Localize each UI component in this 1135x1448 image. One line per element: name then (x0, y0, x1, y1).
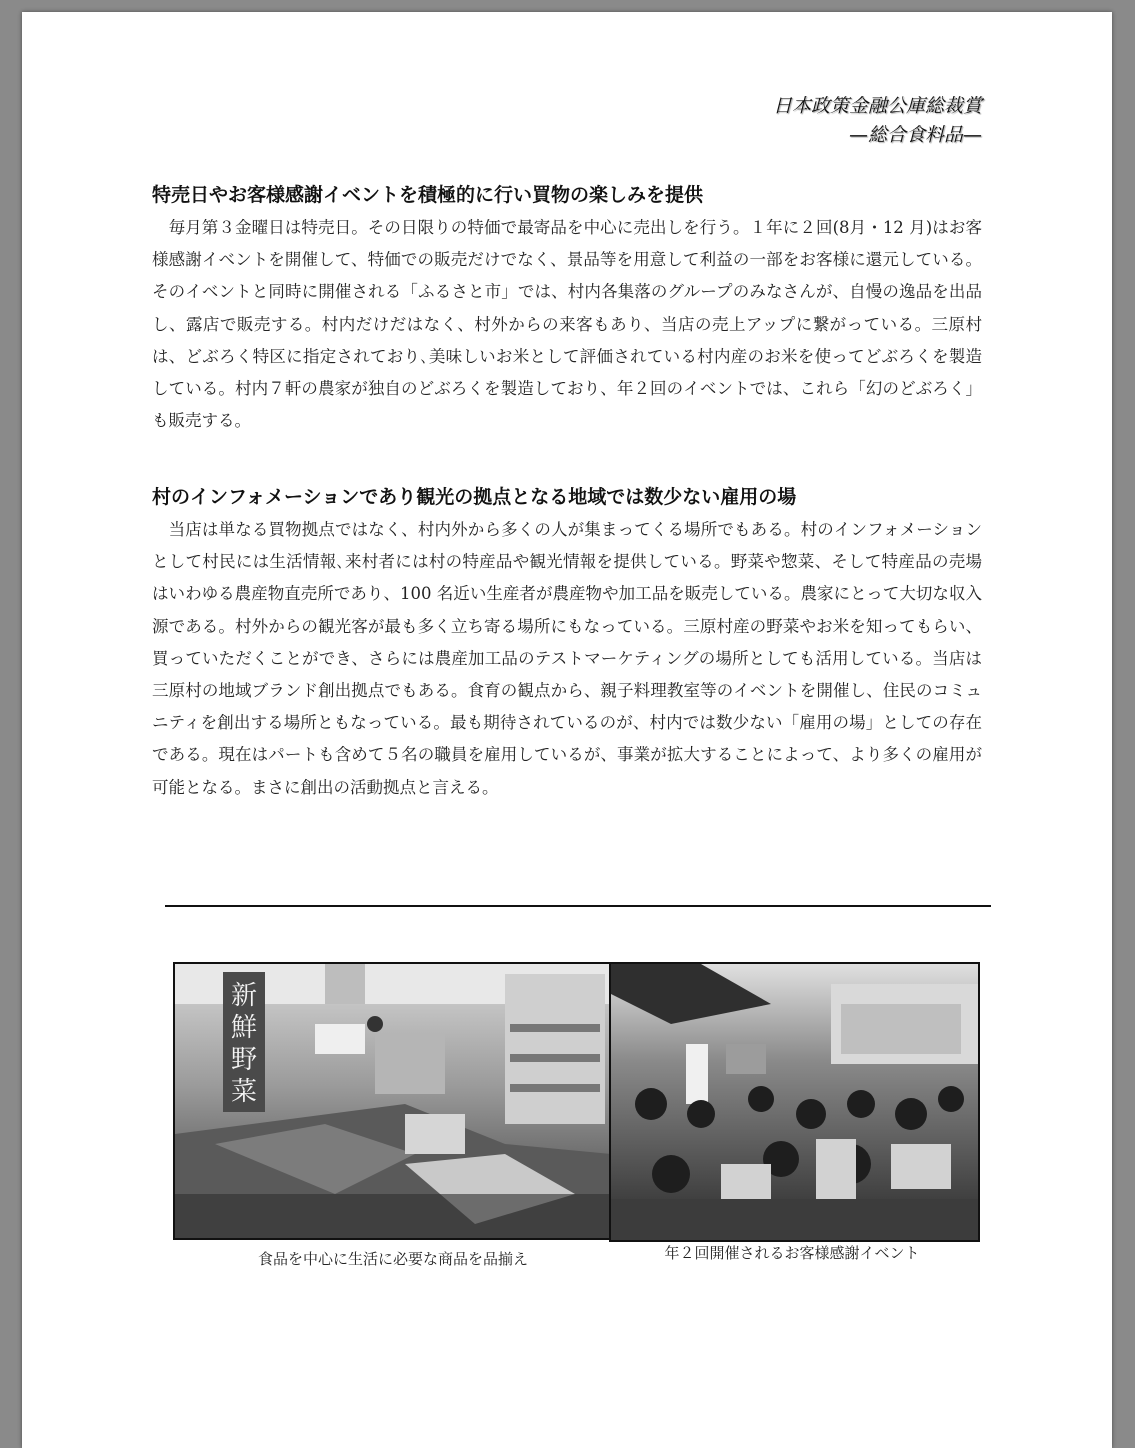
section-heading: 村のインフォメーションであり観光の拠点となる地域では数少ない雇用の場 (152, 486, 797, 508)
banner-char: 菜 (230, 1077, 258, 1107)
section-body: 当店は単なる買物拠点ではなく、村内外から多くの人が集まってくる場所でもある。村のインフォメーションとして村民には生活情報､来村者には村の特産品や観光情報を提供している。野菜や惣菜、そして特産品の売場はいわゆる農産物直売所であり、100 名近い生産者が農産物や加工品を販売している。農家にとって大切な収入源である。村外からの観光客が最も多く立ち寄る場所にもなっている。三原村産の野菜やお米を知ってもらい、買っていただくことができ、さらには農産加工品のテストマーケティングの場所としても活用している。当店は三原村の地域ブランド創出拠点でもある。食育の観点から、親子料理教室等のイベントを開催し、住民のコミュニティを創出する場所ともなっている。最も期待されているのが、村内では数少ない「雇用の場」としての存在である。現在はパートも含めて５名の職員を雇用しているが、事業が拡大することによって、より多くの雇用が可能となる。まさに創出の活動拠点と言える。 (152, 520, 983, 797)
photo-caption-left: 食品を中心に生活に必要な商品を品揃え (257, 1250, 528, 1268)
award-title: 日本政策金融公庫総裁賞 (772, 95, 982, 117)
banner-char: 野 (230, 1045, 258, 1075)
banner-char: 鮮 (230, 1013, 258, 1043)
event-crowd-photo (609, 962, 980, 1242)
award-block (773, 92, 982, 150)
divider-line (165, 905, 991, 907)
banner-char: 新 (230, 981, 258, 1011)
document-page (22, 12, 1112, 1448)
section-sales-events (152, 182, 982, 437)
section-body: 毎月第３金曜日は特売日。その日限りの特価で最寄品を中心に売出しを行う。１年に２回(8月・12 月)はお客様感謝イベントを開催して、特価での販売だけでなく、景品等を用意して利益の一部をお客様に還元している。そのイベントと同時に開催される「ふるさと市」では、村内各集落のグループのみなさんが、自慢の逸品を出品し、露店で販売する。村内だけだはなく、村外からの来客もあり、当店の売上アップに繋がっている。三原村は、どぶろく特区に指定されており､美味しいお米として評価されている村内産のお米を使ってどぶろくを製造している。村内７軒の農家が独自のどぶろくを製造しており、年２回のイベントでは、これら「幻のどぶろく」も販売する。 (152, 218, 982, 431)
store-interior-photo (173, 962, 613, 1240)
section-information-hub (152, 484, 982, 804)
section-heading: 特売日やお客様感謝イベントを積極的に行い買物の楽しみを提供 (152, 184, 704, 206)
photo-caption-right: 年２回開催されるお客様感謝イベント (664, 1244, 920, 1262)
award-category: —総合食料品— (848, 124, 982, 146)
